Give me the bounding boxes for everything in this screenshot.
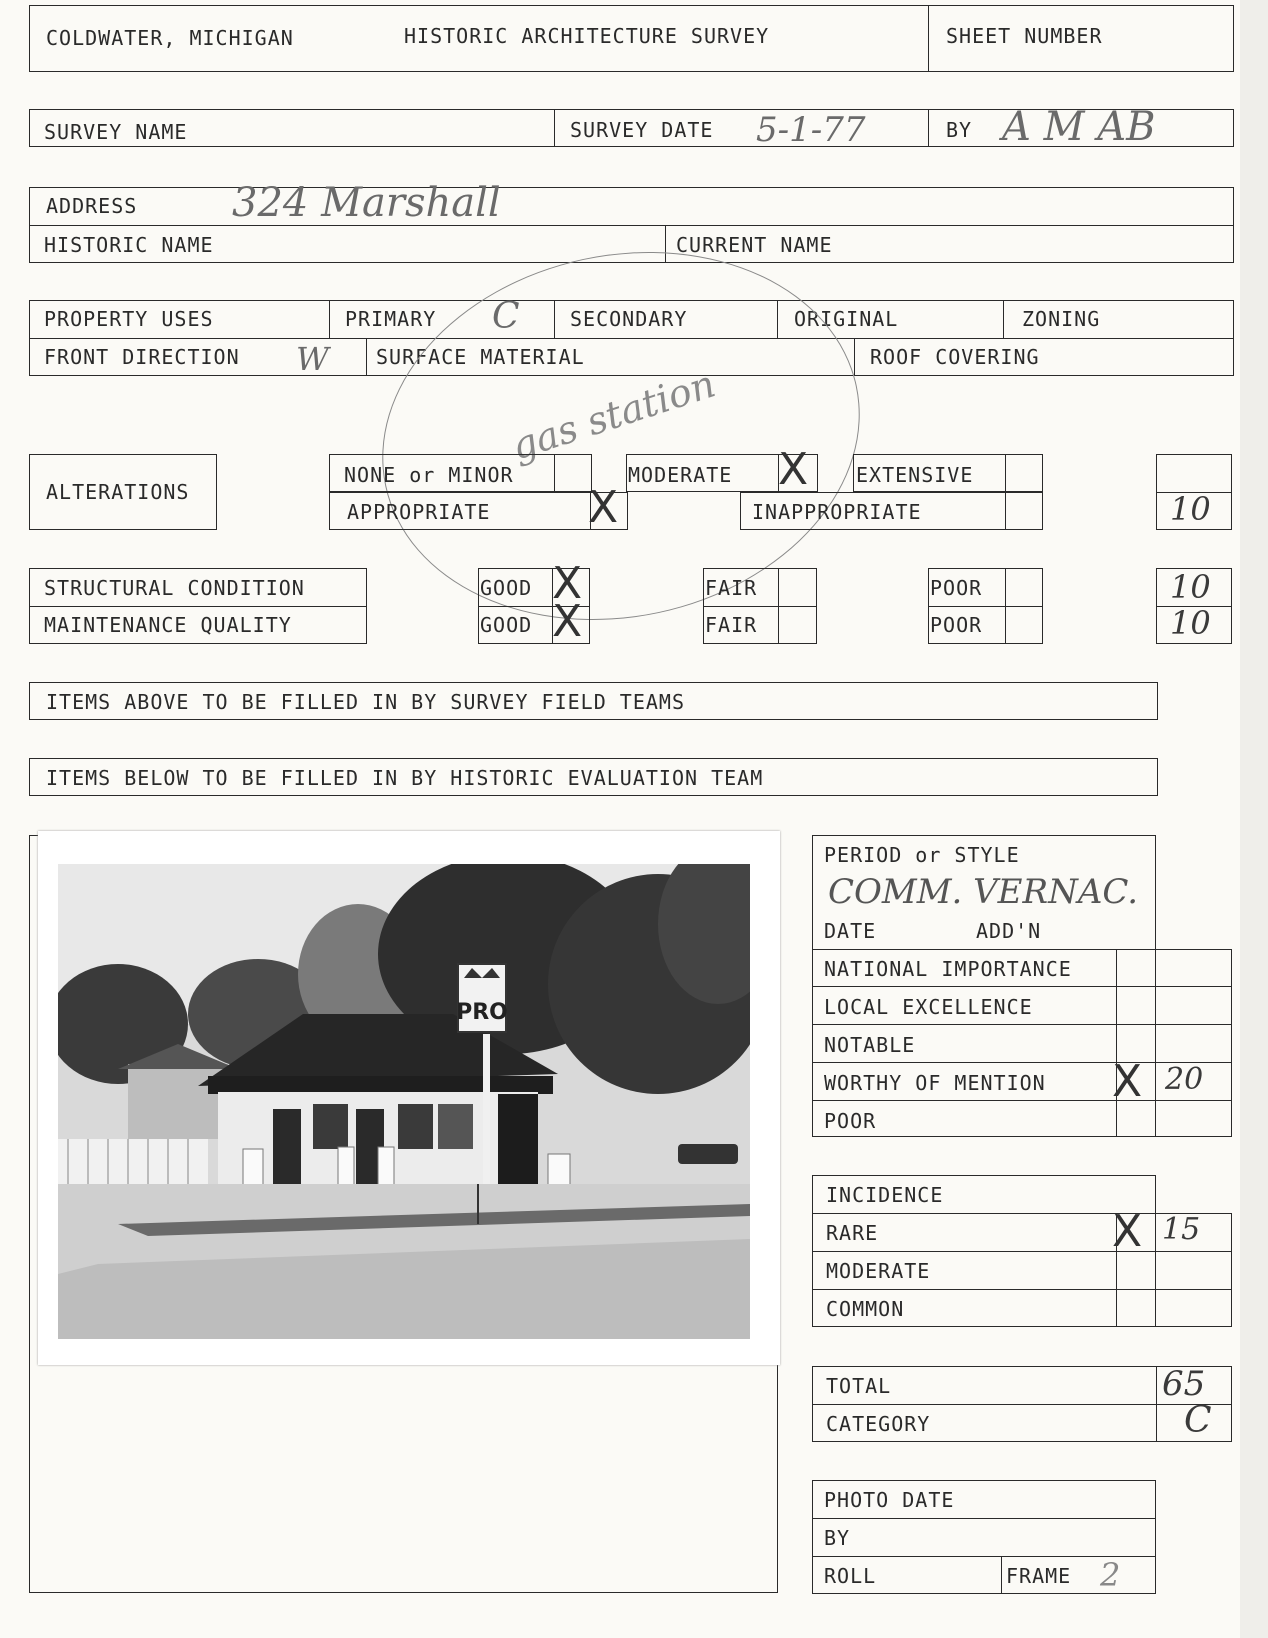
- none-minor-label: NONE or MINOR: [344, 463, 514, 487]
- incidence-label: INCIDENCE: [826, 1183, 944, 1207]
- current-name-label: CURRENT NAME: [676, 233, 833, 257]
- structural-good-label: GOOD: [480, 576, 533, 600]
- survey-by-label: BY: [946, 118, 973, 142]
- survey-date-label: SURVEY DATE: [570, 118, 714, 142]
- total-value: 65: [1162, 1364, 1206, 1404]
- roof-covering-label: ROOF COVERING: [870, 345, 1040, 369]
- rare-score: 15: [1162, 1212, 1201, 1247]
- notable-label: NOTABLE: [824, 1033, 916, 1057]
- alterations-score: 10: [1170, 490, 1211, 528]
- national-importance-label: NATIONAL IMPORTANCE: [824, 957, 1072, 981]
- moderate-label: MODERATE: [628, 463, 733, 487]
- local-excellence-label: LOCAL EXCELLENCE: [824, 995, 1033, 1019]
- addn-label: ADD'N: [976, 919, 1042, 943]
- front-direction-label: FRONT DIRECTION: [44, 345, 240, 369]
- structural-good-mark: X: [552, 558, 583, 609]
- roll-label: ROLL: [824, 1564, 877, 1588]
- frame-label: FRAME: [1006, 1564, 1072, 1588]
- survey-date-value: 5-1-77: [756, 110, 866, 150]
- category-value: C: [1184, 1400, 1212, 1441]
- property-uses-label: PROPERTY USES: [44, 307, 214, 331]
- original-label: ORIGINAL: [794, 307, 899, 331]
- total-label: TOTAL: [826, 1374, 892, 1398]
- photo-image: [58, 864, 750, 1339]
- secondary-label: SECONDARY: [570, 307, 688, 331]
- header-title: HISTORIC ARCHITECTURE SURVEY: [404, 24, 770, 48]
- pro-sign-text: PRO: [456, 1000, 508, 1025]
- common-label: COMMON: [826, 1297, 905, 1321]
- appropriate-mark: X: [588, 482, 619, 533]
- header-city: COLDWATER, MICHIGAN: [46, 26, 294, 50]
- photograph: [38, 831, 780, 1365]
- rare-label: RARE: [826, 1221, 879, 1245]
- inappropriate-label: INAPPROPRIATE: [752, 500, 922, 524]
- moderate-incidence-label: MODERATE: [826, 1259, 931, 1283]
- structural-condition-label: STRUCTURAL CONDITION: [44, 576, 305, 600]
- moderate-mark: X: [778, 444, 809, 495]
- rare-mark: X: [1112, 1206, 1143, 1257]
- period-style-value: COMM. VERNAC.: [828, 872, 1139, 912]
- frame-value: 2: [1100, 1556, 1121, 1594]
- zoning-label: ZONING: [1022, 307, 1101, 331]
- worthy-of-mention-label: WORTHY OF MENTION: [824, 1071, 1046, 1095]
- address-value: 324 Marshall: [232, 180, 501, 226]
- structural-score: 10: [1170, 568, 1211, 606]
- primary-label: PRIMARY: [345, 307, 437, 331]
- maintenance-poor-label: POOR: [930, 613, 983, 637]
- category-label: CATEGORY: [826, 1412, 931, 1436]
- poor-label: POOR: [824, 1109, 877, 1133]
- gas-station-note: gas station: [506, 361, 721, 469]
- maintenance-score: 10: [1170, 604, 1211, 642]
- photo-date-label: PHOTO DATE: [824, 1488, 955, 1512]
- historic-name-label: HISTORIC NAME: [44, 233, 214, 257]
- maintenance-fair-label: FAIR: [705, 613, 758, 637]
- items-above-note: ITEMS ABOVE TO BE FILLED IN BY SURVEY FIELD TEAMS: [46, 690, 686, 714]
- alterations-label: ALTERATIONS: [46, 480, 190, 504]
- structural-fair-label: FAIR: [705, 576, 758, 600]
- address-label: ADDRESS: [46, 194, 138, 218]
- period-style-label: PERIOD or STYLE: [824, 843, 1020, 867]
- items-below-note: ITEMS BELOW TO BE FILLED IN BY HISTORIC EVALUATION TEAM: [46, 766, 764, 790]
- structural-poor-label: POOR: [930, 576, 983, 600]
- maintenance-good-mark: X: [552, 596, 583, 647]
- sheet-number-label: SHEET NUMBER: [946, 24, 1103, 48]
- surface-material-label: SURFACE MATERIAL: [376, 345, 585, 369]
- worthy-score: 20: [1165, 1062, 1204, 1097]
- worthy-mark: X: [1112, 1056, 1143, 1107]
- photo-by-label: BY: [824, 1526, 851, 1550]
- survey-by-value: A M AB: [1002, 104, 1156, 150]
- maintenance-quality-label: MAINTENANCE QUALITY: [44, 613, 292, 637]
- date-label: DATE: [824, 919, 877, 943]
- appropriate-label: APPROPRIATE: [347, 500, 491, 524]
- gas-station-photo: [58, 864, 750, 1339]
- maintenance-good-label: GOOD: [480, 613, 533, 637]
- survey-name-label: SURVEY NAME: [44, 120, 188, 144]
- extensive-label: EXTENSIVE: [856, 463, 974, 487]
- header-divider: [928, 5, 929, 72]
- primary-value: C: [492, 296, 520, 337]
- front-direction-value: W: [296, 340, 329, 378]
